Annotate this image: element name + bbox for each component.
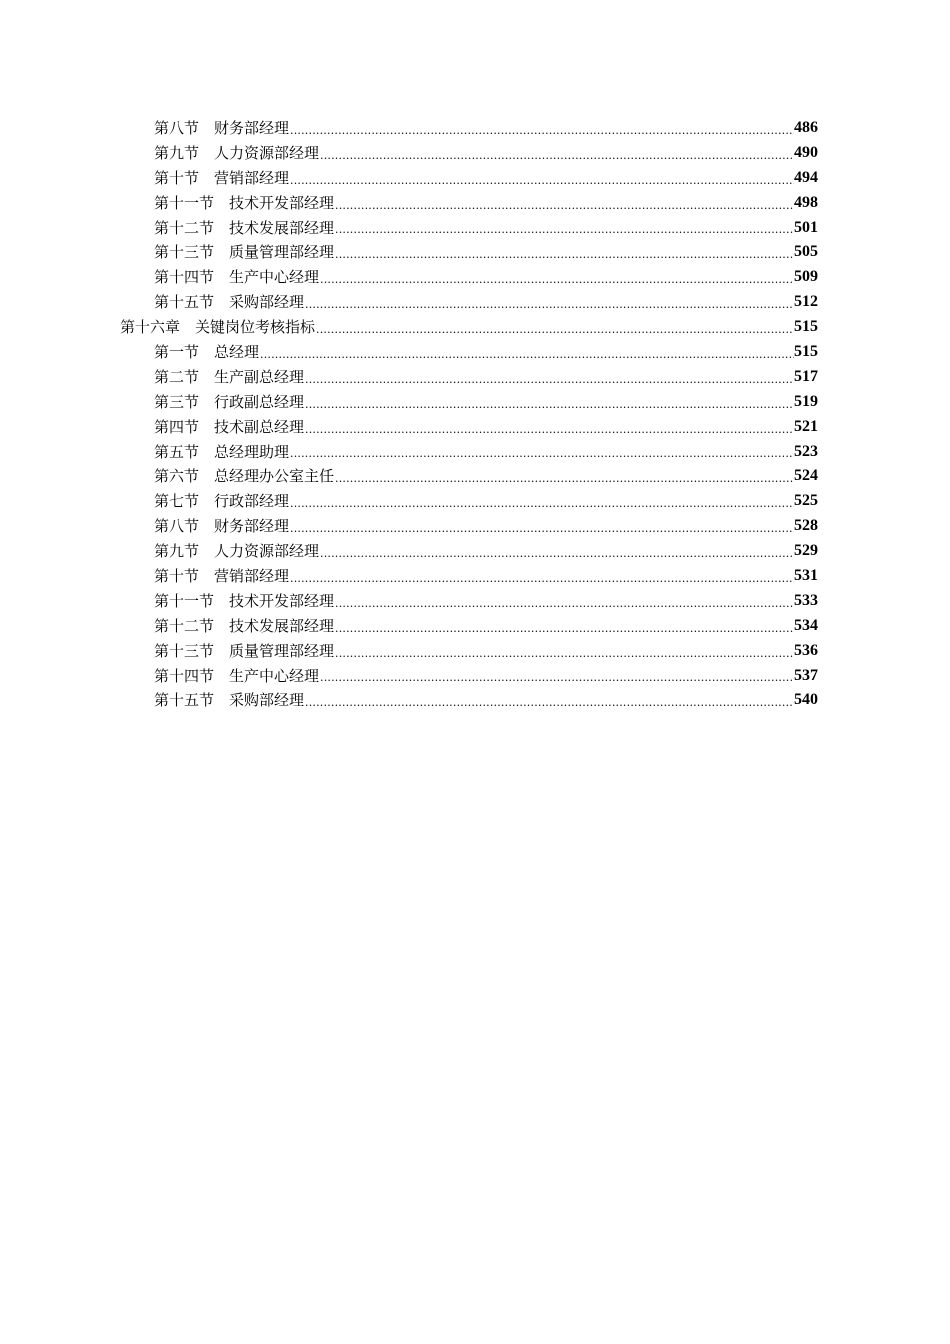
toc-dot-leader	[319, 146, 794, 166]
toc-entry-title: 第二节 生产副总经理	[154, 367, 305, 386]
toc-entry-title: 第十三节 质量管理部经理	[154, 641, 335, 660]
toc-entry-page-number: 515	[794, 343, 818, 360]
toc-dot-leader	[315, 320, 794, 340]
toc-section-entry[interactable]	[120, 365, 818, 390]
toc-entry-page-number: 540	[794, 691, 818, 709]
toc-entry-page-number: 498	[794, 193, 818, 211]
toc-entry-title: 第十六章 关键岗位考核指标	[120, 318, 316, 337]
toc-dot-leader	[334, 644, 794, 664]
toc-section-entry[interactable]	[120, 265, 818, 290]
toc-section-entry[interactable]	[120, 539, 818, 564]
toc-entry-title: 第十二节 技术发展部经理	[154, 616, 335, 635]
toc-section-entry[interactable]	[120, 290, 818, 315]
toc-entry-title: 第四节 技术副总经理	[154, 417, 305, 436]
toc-entry-title: 第六节 总经理办公室主任	[154, 467, 335, 486]
toc-section-entry[interactable]	[120, 614, 818, 639]
toc-dot-leader	[304, 693, 794, 713]
toc-section-entry[interactable]	[120, 440, 818, 465]
toc-dot-leader	[304, 295, 794, 315]
toc-entry-page-number: 524	[794, 467, 818, 485]
toc-section-entry[interactable]	[120, 489, 818, 514]
toc-entry-title: 第十五节 采购部经理	[154, 293, 305, 312]
toc-entry-title: 第十四节 生产中心经理	[154, 666, 320, 685]
toc-section-entry[interactable]	[120, 589, 818, 614]
toc-entry-page-number: 494	[794, 168, 818, 186]
toc-section-entry[interactable]	[120, 116, 818, 141]
toc-section-entry[interactable]	[120, 390, 818, 415]
toc-entry-page-number: 519	[794, 392, 818, 410]
toc-entry-title: 第五节 总经理助理	[154, 442, 290, 461]
toc-section-entry[interactable]	[120, 688, 818, 713]
toc-entry-title: 第十一节 技术开发部经理	[154, 193, 335, 212]
toc-entry-title: 第十五节 采购部经理	[154, 691, 305, 710]
toc-entry-title: 第十一节 技术开发部经理	[154, 591, 335, 610]
toc-dot-leader	[289, 494, 794, 514]
toc-entry-page-number: 525	[794, 492, 818, 510]
toc-entry-title: 第九节 人力资源部经理	[154, 143, 320, 162]
toc-entry-page-number: 521	[794, 417, 818, 435]
toc-entry-page-number: 490	[794, 143, 818, 161]
table-of-contents	[120, 116, 818, 713]
toc-entry-page-number: 501	[794, 218, 818, 236]
toc-dot-leader	[319, 270, 794, 290]
toc-dot-leader	[289, 444, 794, 464]
toc-dot-leader	[319, 668, 794, 688]
toc-section-entry[interactable]	[120, 141, 818, 166]
toc-dot-leader	[289, 569, 794, 589]
toc-dot-leader	[334, 220, 794, 240]
toc-dot-leader	[304, 370, 794, 390]
toc-entry-page-number: 529	[794, 542, 818, 560]
toc-chapter-entry[interactable]	[120, 315, 818, 340]
toc-entry-page-number: 523	[794, 442, 818, 460]
toc-entry-page-number: 509	[794, 268, 818, 286]
toc-entry-page-number: 517	[794, 367, 818, 385]
toc-dot-leader	[334, 619, 794, 639]
toc-section-entry[interactable]	[120, 240, 818, 265]
toc-entry-page-number: 515	[794, 318, 818, 336]
toc-entry-page-number: 536	[794, 641, 818, 659]
toc-dot-leader	[289, 519, 794, 539]
toc-entry-title: 第一节 总经理	[154, 343, 260, 361]
toc-entry-title: 第十三节 质量管理部经理	[154, 243, 335, 262]
toc-entry-page-number: 505	[794, 243, 818, 261]
toc-entry-page-number: 533	[794, 591, 818, 609]
toc-section-entry[interactable]	[120, 564, 818, 589]
toc-section-entry[interactable]	[120, 166, 818, 191]
toc-dot-leader	[289, 121, 794, 141]
toc-section-entry[interactable]	[120, 639, 818, 664]
toc-section-entry[interactable]	[120, 340, 818, 365]
toc-entry-title: 第九节 人力资源部经理	[154, 542, 320, 561]
toc-dot-leader	[259, 345, 794, 365]
toc-entry-title: 第十节 营销部经理	[154, 168, 290, 187]
toc-section-entry[interactable]	[120, 664, 818, 689]
toc-entry-page-number: 537	[794, 666, 818, 684]
toc-entry-page-number: 528	[794, 517, 818, 535]
toc-dot-leader	[334, 245, 794, 265]
toc-entry-title: 第八节 财务部经理	[154, 118, 290, 137]
toc-entry-title: 第十二节 技术发展部经理	[154, 218, 335, 237]
toc-entry-page-number: 531	[794, 567, 818, 585]
toc-section-entry[interactable]	[120, 514, 818, 539]
toc-entry-title: 第十节 营销部经理	[154, 567, 290, 586]
toc-dot-leader	[319, 544, 794, 564]
toc-section-entry[interactable]	[120, 216, 818, 241]
toc-entry-title: 第七节 行政部经理	[154, 492, 290, 511]
toc-section-entry[interactable]	[120, 464, 818, 489]
toc-dot-leader	[334, 469, 794, 489]
toc-entry-page-number: 512	[794, 293, 818, 311]
toc-section-entry[interactable]	[120, 191, 818, 216]
toc-entry-title: 第十四节 生产中心经理	[154, 268, 320, 287]
toc-entry-page-number: 486	[794, 118, 818, 136]
toc-entry-title: 第三节 行政副总经理	[154, 392, 305, 411]
toc-dot-leader	[334, 594, 794, 614]
toc-dot-leader	[304, 395, 794, 415]
toc-section-entry[interactable]	[120, 415, 818, 440]
toc-dot-leader	[334, 196, 794, 216]
toc-entry-page-number: 534	[794, 616, 818, 634]
toc-dot-leader	[289, 171, 794, 191]
toc-entry-title: 第八节 财务部经理	[154, 517, 290, 536]
toc-dot-leader	[304, 420, 794, 440]
